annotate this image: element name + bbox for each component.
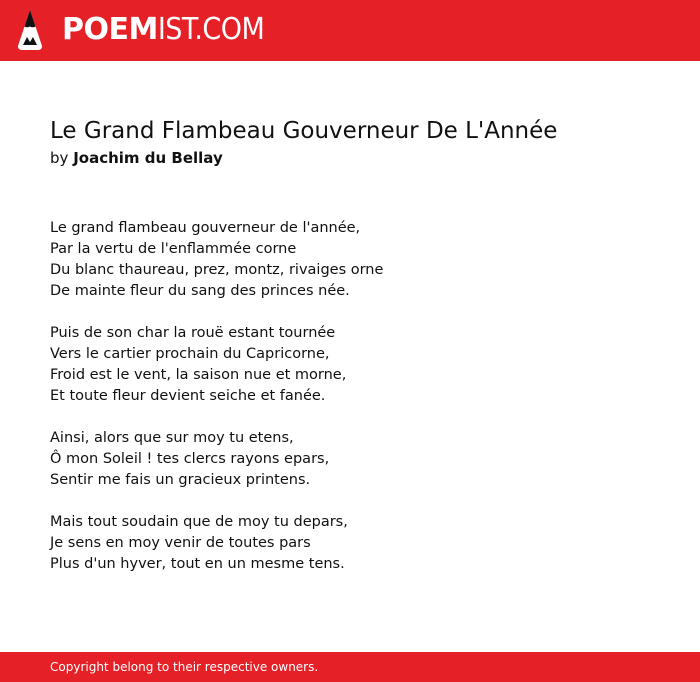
by-label: by [50,149,69,167]
logo-text-light: IST.COM [157,12,265,47]
poem-line: Ainsi, alors que sur moy tu etens, [50,430,294,446]
poem-line: Puis de son char la rouë estant tournée [50,325,336,341]
poem-line: Le grand flambeau gouverneur de l'année, [50,220,361,236]
poem-line: Sentir me fais un gracieux printens. [50,472,311,488]
poem-line: Du blanc thaureau, prez, montz, rivaiges orne [50,262,384,278]
stanza [50,323,670,407]
poem-line: Je sens en moy venir de toutes pars [50,535,311,551]
poem-title: Le Grand Flambeau Gouverneur De L'Année [50,118,558,144]
logo-text-strong: POEM [62,12,158,47]
copyright-text: Copyright belong to their respective owners. [50,660,319,674]
poem-line: Ô mon Soleil ! tes clercs rayons epars, [50,451,330,467]
poem-line: Froid est le vent, la saison nue et morne, [50,367,347,383]
stanza [50,428,670,491]
site-logo[interactable] [62,12,264,48]
poem-content [50,116,670,596]
stanza [50,512,670,575]
poem-line: Par la vertu de l'enflammée corne [50,241,297,257]
poem-line: Mais tout soudain que de moy tu depars, [50,514,348,530]
byline [50,148,670,168]
stanza [50,218,670,302]
pencil-tip-icon[interactable] [17,9,43,51]
site-footer [0,652,700,682]
poem-line: Plus d'un hyver, tout en un mesme tens. [50,556,345,572]
author-name[interactable]: Joachim du Bellay [73,149,223,167]
poem-line: De mainte fleur du sang des princes née. [50,283,350,299]
poem-line: Et toute fleur devient seiche et fanée. [50,388,326,404]
site-header [0,0,700,61]
poem-line: Vers le cartier prochain du Capricorne, [50,346,330,362]
poem-body [50,218,670,575]
